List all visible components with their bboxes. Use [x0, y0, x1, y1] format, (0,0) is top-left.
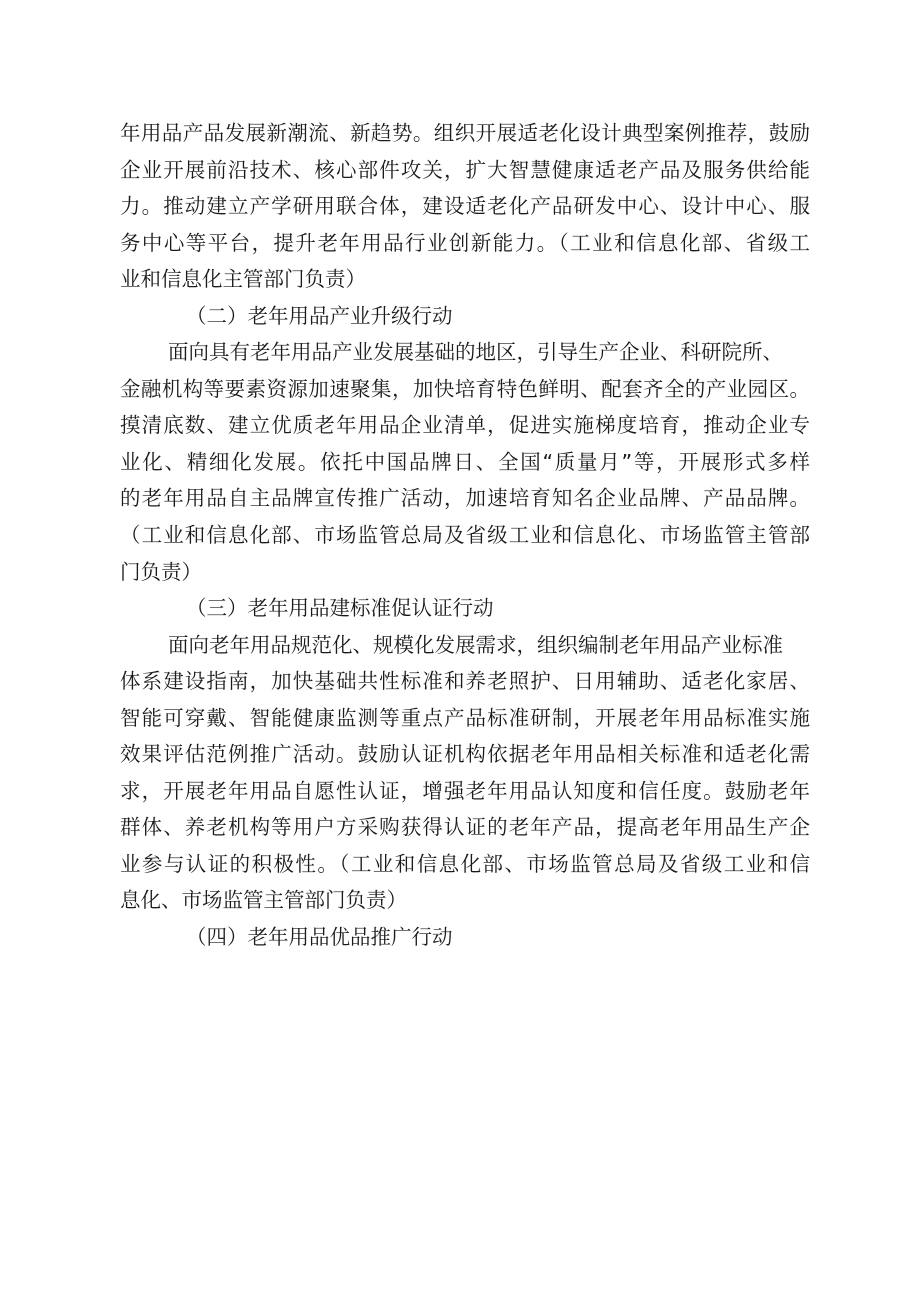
- body-line: （工业和信息化部、市场监管总局及省级工业和信息化、市场监管主管部: [120, 523, 810, 548]
- paragraph-industry-upgrade: [120, 334, 810, 590]
- body-line: 的老年用品自主品牌宣传推广活动，加速培育知名企业品牌、产品品牌。: [120, 486, 810, 511]
- body-line: 效果评估范例推广活动。鼓励认证机构依据老年用品相关标准和适老化需: [120, 742, 810, 767]
- section-heading-4: （四）老年用品优品推广行动: [186, 925, 453, 950]
- body-line: 金融机构等要素资源加速聚集，加快培育特色鲜明、配套齐全的产业园区。: [120, 376, 810, 401]
- section-heading-3: （三）老年用品建标准促认证行动: [186, 596, 494, 621]
- body-line: 面向具有老年用品产业发展基础的地区，引导生产企业、科研院所、: [168, 340, 783, 365]
- paragraph-continued: [120, 115, 810, 298]
- body-line: 面向老年用品规范化、规模化发展需求，组织编制老年用品产业标准: [168, 632, 783, 657]
- body-line: 摸清底数、建立优质老年用品企业清单，促进实施梯度培育，推动企业专: [120, 413, 810, 438]
- body-line: 业化、精细化发展。依托中国品牌日、全国“质量月”等，开展形式多样: [120, 449, 810, 474]
- paragraph-standards-certification: [120, 627, 810, 919]
- section-heading-2: （二）老年用品产业升级行动: [186, 303, 453, 328]
- body-line: 群体、养老机构等用户方采购获得认证的老年产品，提高老年用品生产企: [120, 815, 810, 840]
- body-line: 力。推动建立产学研用联合体，建设适老化产品研发中心、设计中心、服: [120, 194, 810, 219]
- body-line: 企业开展前沿技术、核心部件攻关，扩大智慧健康适老产品及服务供给能: [120, 157, 810, 182]
- body-line: 体系建设指南，加快基础共性标准和养老照护、日用辅助、适老化家居、: [120, 669, 810, 694]
- body-line: 求，开展老年用品自愿性认证，增强老年用品认知度和信任度。鼓励老年: [120, 778, 810, 803]
- body-line: 息化、市场监管主管部门负责）: [120, 888, 407, 913]
- body-line: 务中心等平台，提升老年用品行业创新能力。（工业和信息化部、省级工: [120, 230, 810, 255]
- body-line: 业和信息化主管部门负责）: [120, 267, 366, 292]
- body-line: 年用品产品发展新潮流、新趋势。组织开展适老化设计典型案例推荐，鼓励: [120, 121, 810, 145]
- body-line: 智能可穿戴、智能健康监测等重点产品标准研制，开展老年用品标准实施: [120, 705, 810, 730]
- body-line: 门负责）: [120, 559, 202, 584]
- document-body: [120, 115, 810, 956]
- body-line: 业参与认证的积极性。（工业和信息化部、市场监管总局及省级工业和信: [120, 851, 810, 876]
